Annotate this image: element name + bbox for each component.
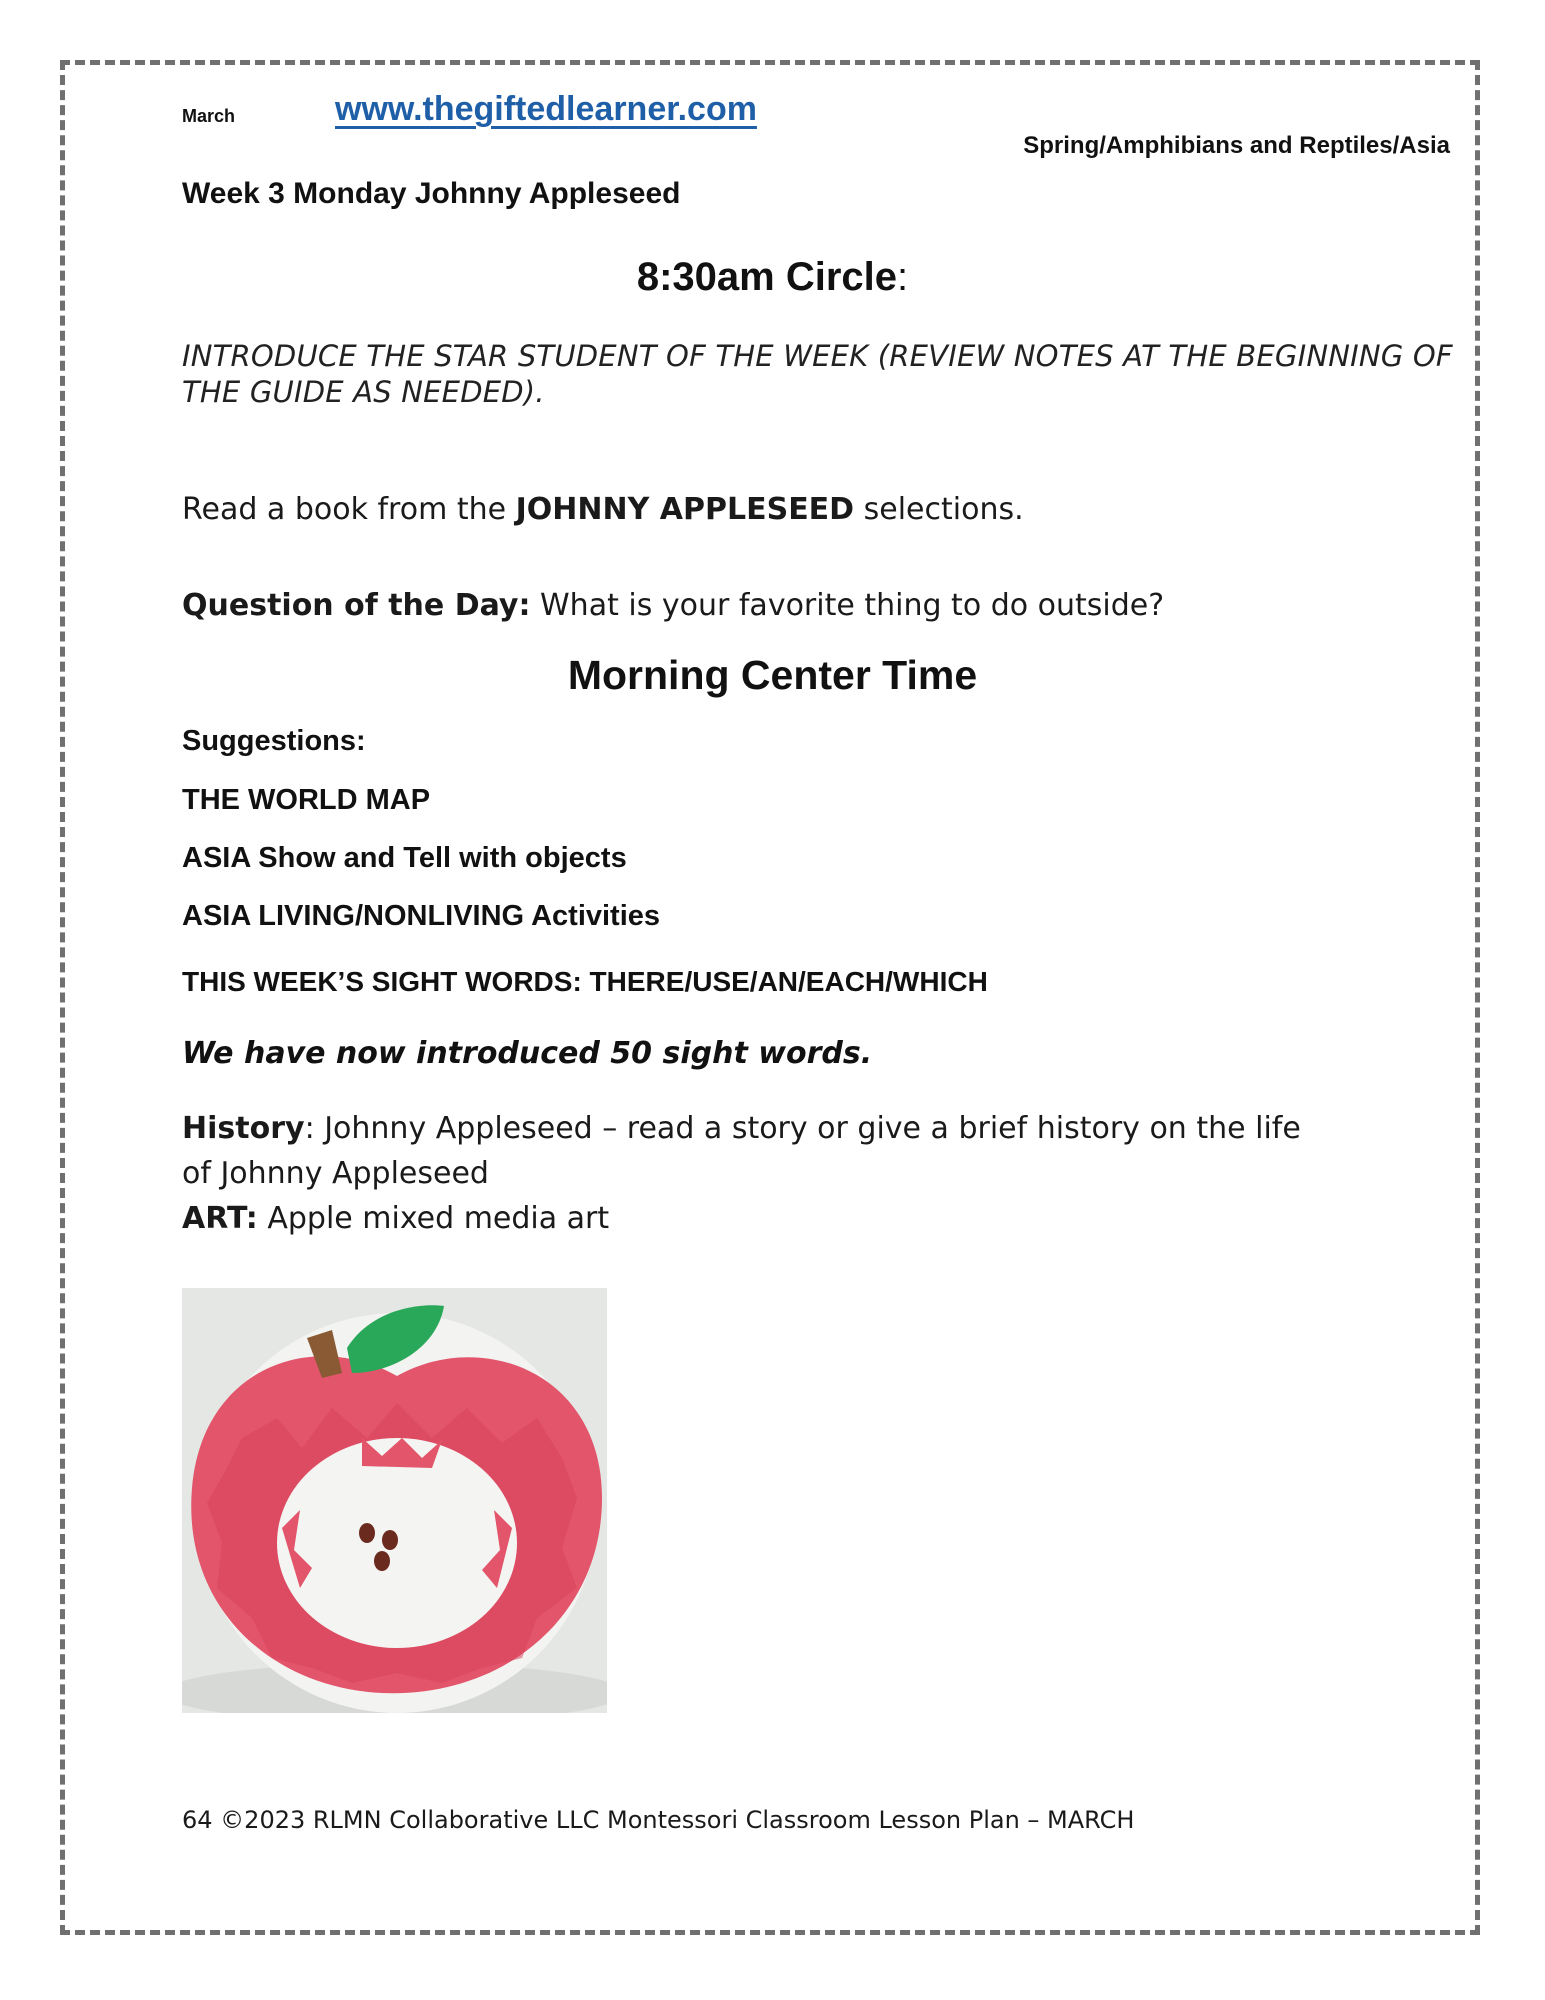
read-prefix: Read a book from the bbox=[182, 492, 516, 527]
page-footer: 64 ©2023 RLMN Collaborative LLC Montessori Classroom Lesson Plan – MARCH bbox=[182, 1806, 1135, 1834]
day-title: Week 3 Monday Johnny Appleseed bbox=[182, 177, 681, 210]
history-label: History bbox=[182, 1111, 305, 1146]
read-suffix: selections. bbox=[854, 492, 1024, 527]
history-text: : Johnny Appleseed – read a story or give a brief history on the life of Johnny Appleseed bbox=[182, 1111, 1301, 1191]
circle-heading-text: 8:30am Circle bbox=[636, 255, 898, 299]
apple-seed bbox=[359, 1523, 375, 1543]
circle-heading-colon: : bbox=[897, 255, 909, 299]
art-text: Apple mixed media art bbox=[257, 1201, 610, 1236]
apple-seed bbox=[382, 1530, 398, 1550]
sight-words-count-note: We have now introduced 50 sight words. bbox=[182, 1036, 873, 1071]
suggestion-item: ASIA Show and Tell with objects bbox=[182, 842, 627, 874]
suggestion-item: THE WORLD MAP bbox=[182, 784, 431, 816]
star-student-note: INTRODUCE THE STAR STUDENT OF THE WEEK (REVIEW NOTES AT THE BEGINNING OF THE GUIDE AS NEEDED). bbox=[182, 339, 1453, 409]
month-label: March bbox=[182, 106, 236, 126]
art-label: ART: bbox=[182, 1201, 258, 1236]
question-of-the-day bbox=[182, 588, 1164, 623]
apple-mixed-media-art-image bbox=[182, 1288, 607, 1713]
website-link[interactable]: www.thegiftedlearner.com bbox=[335, 90, 757, 128]
qotd-label: Question of the Day: bbox=[182, 588, 531, 623]
read-book-line bbox=[182, 492, 1024, 527]
suggestions-label: Suggestions: bbox=[182, 725, 366, 757]
morning-center-heading: Morning Center Time bbox=[567, 652, 978, 698]
suggestion-item: ASIA LIVING/NONLIVING Activities bbox=[182, 900, 661, 932]
history-art-block bbox=[182, 1106, 1332, 1241]
sight-words-line: THIS WEEK’S SIGHT WORDS: THERE/USE/AN/EACH/WHICH bbox=[182, 966, 988, 997]
read-bold-title: JOHNNY APPLESEED bbox=[515, 492, 855, 527]
theme-label: Spring/Amphibians and Reptiles/Asia bbox=[1023, 132, 1450, 159]
circle-heading bbox=[0, 255, 1545, 300]
qotd-text: What is your favorite thing to do outside? bbox=[530, 588, 1165, 623]
apple-seed bbox=[374, 1551, 390, 1571]
